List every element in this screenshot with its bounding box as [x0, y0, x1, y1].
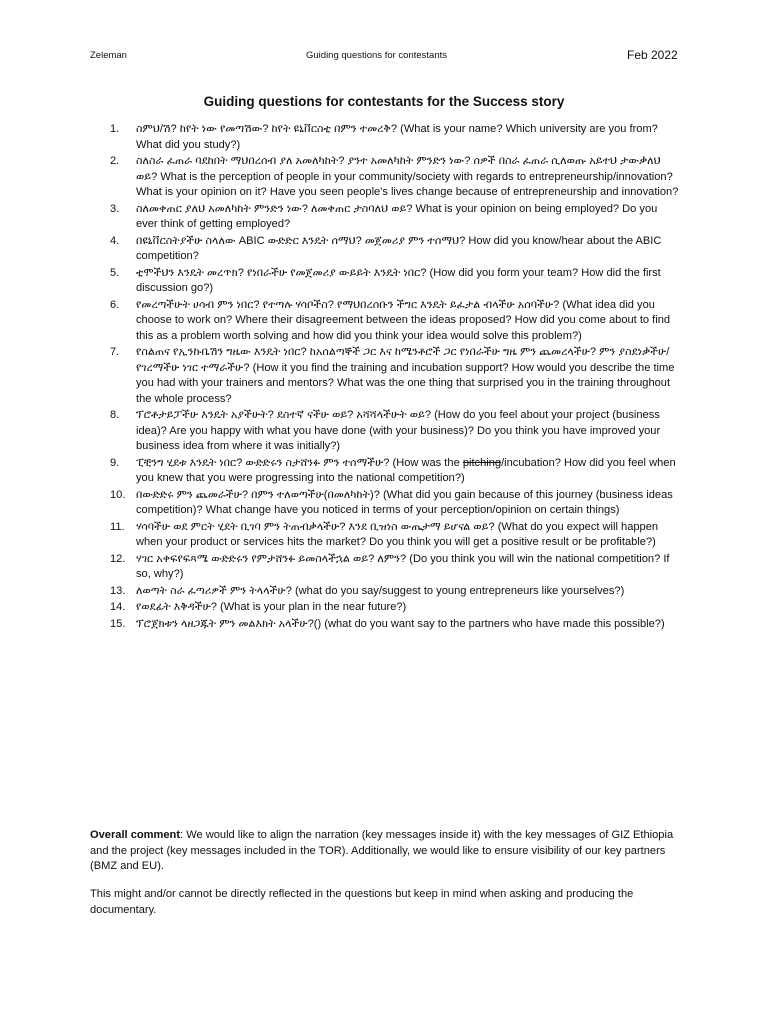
- question-item-5: [90, 266, 680, 297]
- question-text: ፕሮጀክቱን ላዘጋጁት ምን መልእክት አላችሁ?() (what do you want say to the partners who have made this possible?): [136, 617, 665, 630]
- overall-comment-label: Overall comment: [90, 829, 181, 841]
- struck-word: pitching: [462, 456, 502, 469]
- question-text: ስለመቀጠር ያለህ አመለካከት ምንድን ነው? ለመቀጠር ታስባለህ ወይ? What is your opinion on being employed? Do you ever think of getting employed?: [136, 202, 658, 230]
- question-text: ፕሮቶታይፓችሁ እንዴት አያችሁት? ደስተኛ ናችሁ ወይ? አሻሻላችሁት ወይ? (How do you feel about your project (business idea)? Are you happy with what you have done (with your business)? Do you think you have improved your business idea from where it was initially?): [136, 409, 661, 452]
- question-item-7: [90, 345, 680, 407]
- header-date: Feb 2022: [627, 48, 678, 62]
- question-item-13: [90, 584, 680, 600]
- question-text: የወደፊት እቅዳችሁ? (What is your plan in the near future?): [136, 601, 407, 613]
- question-number: 13.: [110, 584, 126, 597]
- closing-note: This might and/or cannot be directly reflected in the questions but keep in mind when asking and producing the documentary.: [90, 888, 634, 916]
- question-number: 7.: [110, 346, 120, 358]
- document-title: Guiding questions for contestants for the Success story: [203, 94, 565, 109]
- question-text: ቲሞችህን እንዴት መረጥክ? የነበራችሁ የመጀመሪያ ውይይት እንዴት ነበር? (How did you form your team? How did the first discussion go?): [136, 266, 661, 294]
- question-item-14: [90, 600, 680, 616]
- question-number: 15.: [110, 617, 126, 630]
- overall-comment-text: : We would like to align the narration (key messages inside it) with the key messages of GIZ Ethiopia and the project (key messages included in the TOR). Additionally, we would like to ensure visibility of our key partners (BMZ and EU).: [90, 829, 674, 872]
- question-number: 2.: [110, 155, 120, 167]
- question-text: ስምህ/ሽ? ከየት ነው የመጣሽው? ከየት ዩኒቨርስቲ በምን ተመረቅ? (What is your name? Which university are you from? What did you study?): [136, 123, 658, 151]
- question-number: 14.: [110, 601, 126, 613]
- header-author: Zeleman: [90, 50, 127, 61]
- question-item-10: [90, 488, 680, 519]
- question-item-9: [90, 456, 680, 487]
- question-number: 10.: [110, 488, 126, 501]
- header-title: Guiding questions for contestants: [306, 50, 448, 61]
- question-item-2: [90, 154, 680, 201]
- question-text: የመረጣችሁት ሀሳብ ምን ነበር? የተጣሉ ሃሳቦችስ? የማህበረሰቡን ችግር እንዴት ይፈታል ብላችሁ አሰባችሁ? (What idea did you choose to work on? Where their disagreement between the ideas proposed? How did you come about to find this as a problem worth solving and how did you think your idea would solve this problem?): [136, 298, 671, 342]
- question-item-6: [90, 298, 680, 345]
- question-number: 6.: [110, 298, 120, 311]
- question-item-15: [90, 617, 680, 633]
- question-text-after: /incubation? How did you feel when you knew that you were progressing into the national competition?): [136, 456, 676, 484]
- question-number: 1.: [110, 123, 120, 135]
- question-number: 8.: [110, 409, 120, 421]
- question-text: ለወጣት ስራ ፈጣሪዎች ምን ትላላችሁ? (what do you say/suggest to young entrepreneurs like yourselves?): [136, 584, 625, 597]
- question-item-11: [90, 520, 680, 551]
- question-text: በዩኒቨርስትያችሁ ስላለው ABIC ውድድር እንዴት ሰማህ? መጀመሪያ ምን ተሰማህ? How did you know/hear about the ABIC competition?: [136, 234, 662, 262]
- question-item-12: [90, 552, 680, 583]
- question-item-3: [90, 202, 680, 233]
- question-item-4: [90, 234, 680, 265]
- question-number: 11.: [110, 520, 125, 533]
- overall-comment: [90, 828, 690, 875]
- question-text: የስልጠና የኢንኩቤሽን ግዜው እንዴት ነበር? ከአሰልጣኞች ጋር እና ከሜንቶሮች ጋር የነበራችሁ ግዜ ምን ጨመረላችሁ? ምን ያስደነቃችሁ/የገረማችሁ ነገር ተማራችሁ? (How it you find the training and incubation support? How would you describe the time you had with your trainers and mentors? What was the one thing that surprised you in the training throughout the whole process?: [136, 346, 675, 405]
- question-number: 12.: [110, 552, 126, 565]
- question-number: 5.: [110, 266, 120, 279]
- question-text: በውድድሩ ምን ጨመራችሁ? በምን ተለወጣችሁ(በመለካከት)? (What did you gain because of this journey (business ideas competition)? What change have you noticed in terms of your perception/opinion on certain things): [136, 488, 673, 516]
- question-text: ስለስራ ፈጠራ ባደከበት ማህበረሰብ ያለ አመለካከት? ያንተ አመለካከት ምንድን ነው? ሰዎች በስራ ፈጠራ ሲለወጡ አይተህ ታውቃለህ ወይ? What is the perception of people in your community/society with regards to entrepreneurship/innovation? What is your opinion on it? Have you seen people's lives change because of entrepreneurship and innovation?: [136, 155, 679, 198]
- question-text: ሃሳባችሁ ወደ ምርት ሂደት ቢገባ ምን ትጠብቃላችሁ? እንደ ቢዝነስ ውጤታማ ይሆናል ወይ? (What do you expect will happen when your product or services hits the market? Do you think you will get a positive result or be profitable?): [136, 520, 659, 548]
- question-item-1: [90, 122, 680, 153]
- question-item-8: [90, 408, 680, 455]
- question-text-before: ፒቺንግ ሂደቱ እንዴት ነበር? ውድድሩን ስታሸንፉ ምን ተሰማችሁ? (How was the: [136, 456, 463, 469]
- question-number: 9.: [110, 456, 120, 469]
- question-text: ሃገር አቀፍየፍጻሜ ውድድሩን የምታሸንፉ ይመስላችኋል ወይ? ለምን? (Do you think you will win the national competition? If so, why?): [136, 552, 670, 580]
- question-list: [90, 122, 680, 633]
- question-number: 4.: [110, 234, 120, 247]
- question-number: 3.: [110, 202, 120, 215]
